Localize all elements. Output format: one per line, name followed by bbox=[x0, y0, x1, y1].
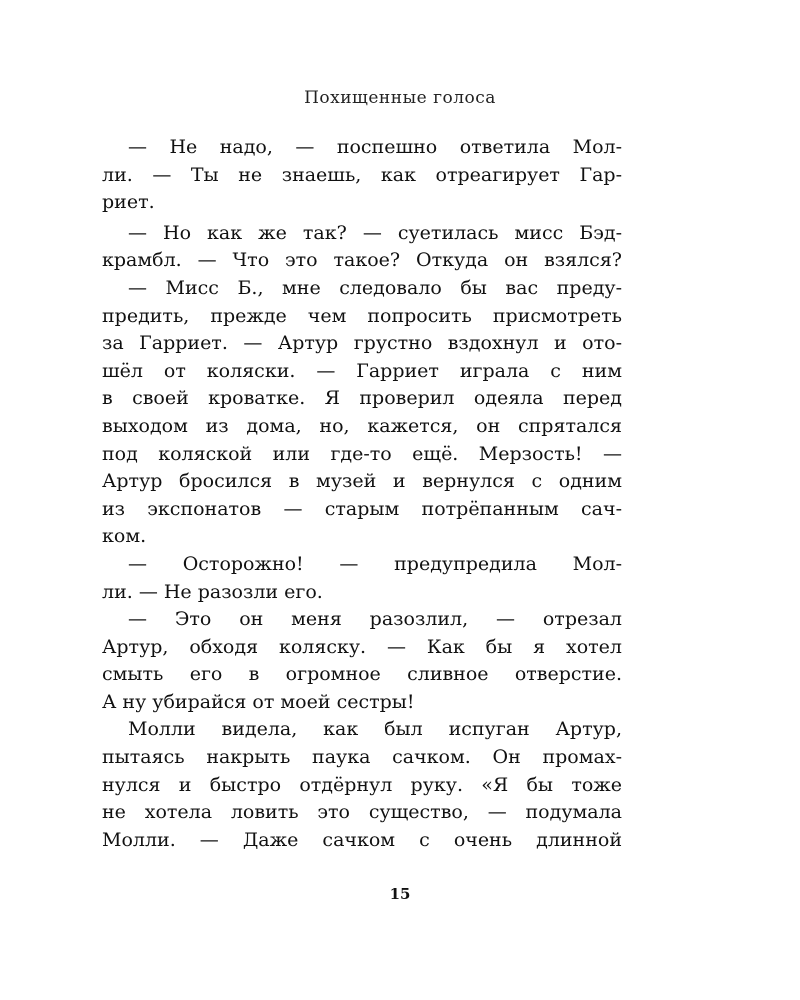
text-line: — Это он меня разозлил, — отрезал bbox=[128, 608, 622, 631]
text-line: ком. bbox=[102, 525, 147, 548]
body-text bbox=[102, 134, 622, 854]
text-line: ли. — Ты не знаешь, как отреагирует Гар- bbox=[102, 163, 622, 186]
text-line: Молли. — Даже сачком с очень длинной bbox=[102, 828, 622, 851]
text-line: пытаясь накрыть паука сачком. Он промах- bbox=[102, 746, 622, 769]
text-line: под коляской или где-то ещё. Мерзость! — bbox=[102, 442, 622, 465]
text-line: предить, прежде чем попросить присмотреть bbox=[102, 304, 622, 327]
text-line: в своей кроватке. Я проверил одеяла перед bbox=[102, 387, 622, 410]
text-line: Артур бросился в музей и вернулся с одним bbox=[102, 470, 622, 493]
text-line: шёл от коляски. — Гарриет играла с ним bbox=[102, 359, 622, 382]
text-line: — Но как же так? — суетилась мисс Бэд- bbox=[128, 221, 622, 244]
text-line: нулся и быстро отдёрнул руку. «Я бы тоже bbox=[102, 773, 622, 796]
text-line: из экспонатов — старым потрёпанным сач- bbox=[102, 497, 622, 520]
text-line: риет. bbox=[102, 191, 155, 214]
text-line: — Не надо, — поспешно ответила Мол- bbox=[128, 136, 622, 158]
text-line: не хотела ловить это существо, — подумала bbox=[102, 801, 622, 824]
text-line: ли. — Не разозли его. bbox=[102, 580, 323, 603]
page-number: 15 bbox=[389, 885, 411, 903]
text-line: смыть его в огромное сливное отверстие. bbox=[102, 663, 622, 686]
text-line: А ну убирайся от моей сестры! bbox=[102, 690, 415, 713]
text-line: — Осторожно! — предупредила Мол- bbox=[128, 552, 622, 575]
text-line: Молли видела, как был испуган Артур, bbox=[128, 718, 622, 741]
text-line: выходом из дома, но, кажется, он спрятался bbox=[102, 414, 622, 437]
running-head: Похищенные голоса bbox=[304, 88, 496, 108]
text-line: Артур, обходя коляску. — Как бы я хотел bbox=[102, 635, 622, 658]
text-line: крамбл. — Что это такое? Откуда он взялся? bbox=[102, 249, 622, 272]
text-line: за Гарриет. — Артур грустно вздохнул и ото- bbox=[102, 332, 622, 355]
text-line: — Мисс Б., мне следовало бы вас преду- bbox=[128, 276, 622, 299]
